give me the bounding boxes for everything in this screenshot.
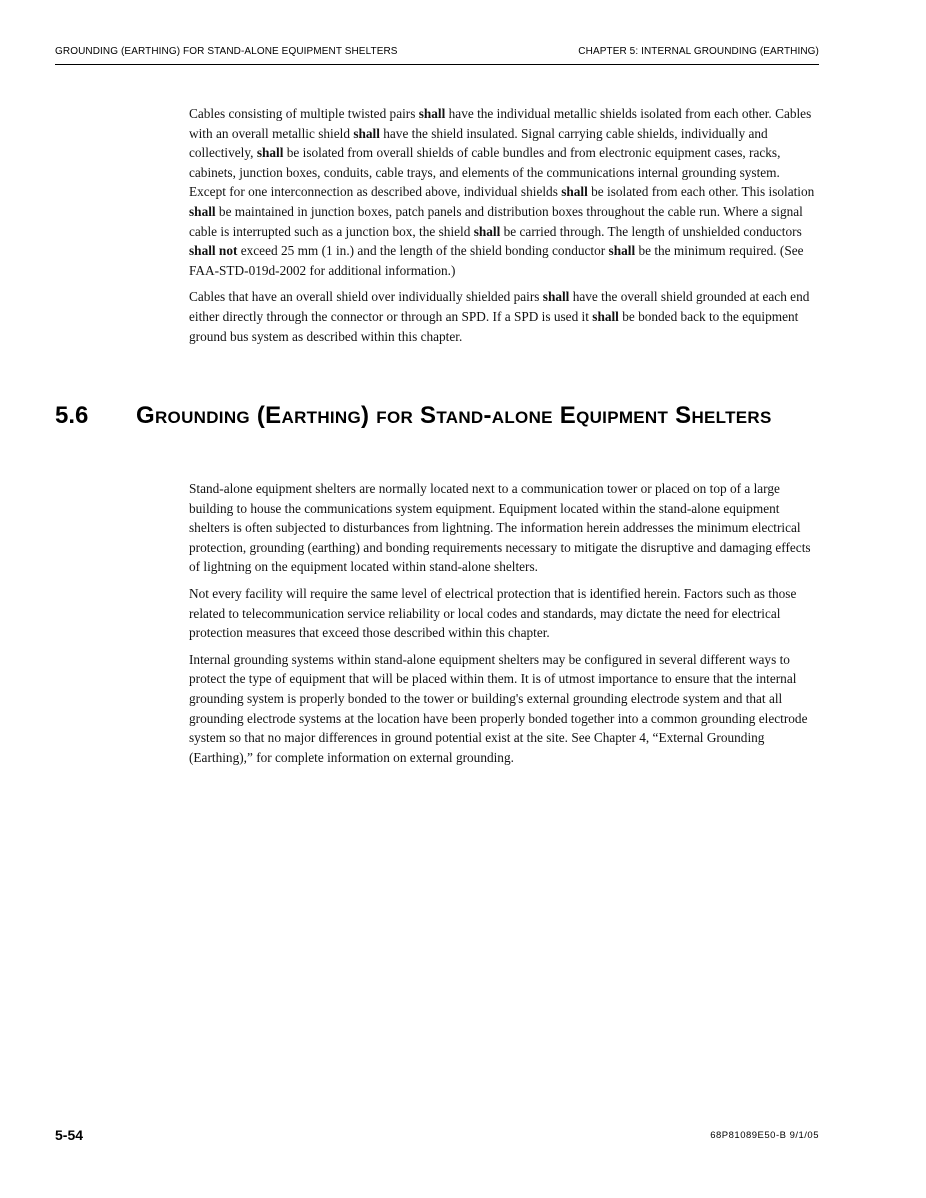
emphasis-term: shall <box>561 184 588 200</box>
paragraph <box>189 650 819 768</box>
text-run: Not every facility will require the same level of electrical protection that is identified herein. Factors such as those related to telecommunication service reliability or local codes and standards, may dictate the need for electrical protection measures that exceed those described within this chapter. <box>189 585 797 641</box>
text-run: be the minimum required. (See FAA-STD-019d-2002 for additional information.) <box>189 243 804 278</box>
emphasis-term: shall <box>592 308 619 324</box>
text-run: Stand-alone equipment shelters are normally located next to a communication tower or placed on top of a large building to house the communications system equipment. Equipment located within the stand-alone equipment shelters is often subjected to disturbances from lightning. The information herein addresses the minimum electrical protection, grounding (earthing) and bonding requirements necessary to mitigate the disruptive and damaging effects of lightning on the equipment located within stand-alone shelters. <box>189 481 811 575</box>
paragraph <box>189 104 819 280</box>
emphasis-term: shall <box>473 223 501 239</box>
header-rule <box>55 64 819 65</box>
running-header-right: CHAPTER 5: INTERNAL GROUNDING (EARTHING) <box>578 46 819 57</box>
text-run: be bonded back to the equipment ground bus system as described within this chapter. <box>189 308 799 344</box>
page-number: 5-54 <box>55 1127 84 1143</box>
text-run: have the overall shield grounded at each end either directly through the connector or through an SPD. If a SPD is used it <box>189 289 810 324</box>
section-body <box>189 479 819 774</box>
text-run: be maintained in junction boxes, patch panels and distribution boxes throughout the cable run. Where a signal cable is interrupted such as a junction box, the shield <box>189 203 803 239</box>
text-run: Cables that have an overall shield over individually shielded pairs <box>189 289 543 305</box>
paragraph <box>189 287 819 346</box>
text-run: be isolated from each other. This isolation <box>587 184 815 200</box>
text-run: have the individual metallic shields isolated from each other. Cables with an overall metallic shield <box>189 106 812 141</box>
paragraph <box>189 479 819 577</box>
emphasis-term: shall <box>189 203 216 219</box>
emphasis-term: shall <box>418 106 446 121</box>
text-run: have the shield insulated. Signal carrying cable shields, individually and collectively, <box>189 125 768 161</box>
text-run: be carried through. The length of unshielded conductors <box>500 223 802 239</box>
text-run: be isolated from overall shields of cable bundles and from electronic equipment cases, racks, cabinets, junction boxes, conduits, cable trays, and elements of the communications internal grounding system. Except for one interconnection as described above, individual shields <box>189 145 781 200</box>
emphasis-term: shall <box>256 145 284 161</box>
section-title: Grounding (Earthing) for Stand-alone Equipment Shelters <box>136 402 772 429</box>
emphasis-term: shall <box>542 289 570 305</box>
text-run: exceed 25 mm (1 in.) and the length of the shield bonding conductor <box>237 243 609 259</box>
emphasis-term: shall <box>353 125 380 141</box>
section-number: 5.6 <box>55 402 89 429</box>
emphasis-term: shall <box>608 243 636 259</box>
text-run: Cables consisting of multiple twisted pairs <box>189 106 419 121</box>
running-header-left: GROUNDING (EARTHING) FOR STAND-ALONE EQUIPMENT SHELTERS <box>55 46 398 57</box>
emphasis-term: shall not <box>189 243 238 259</box>
paragraph <box>189 584 819 643</box>
document-id: 68P81089E50-B 9/1/05 <box>710 1130 819 1141</box>
intro-body <box>189 104 819 353</box>
text-run: Internal grounding systems within stand-alone equipment shelters may be configured in several different ways to protect the type of equipment that will be placed within them. It is of utmost importance to ensure that the internal grounding system is properly bonded to the tower or building's external grounding electrode system and that all grounding electrode systems at the location have been properly bonded together into a common grounding electrode system so that no major differences in ground potential exist at the site. See Chapter 4, “External Grounding (Earthing),” for complete information on external grounding. <box>189 651 808 765</box>
